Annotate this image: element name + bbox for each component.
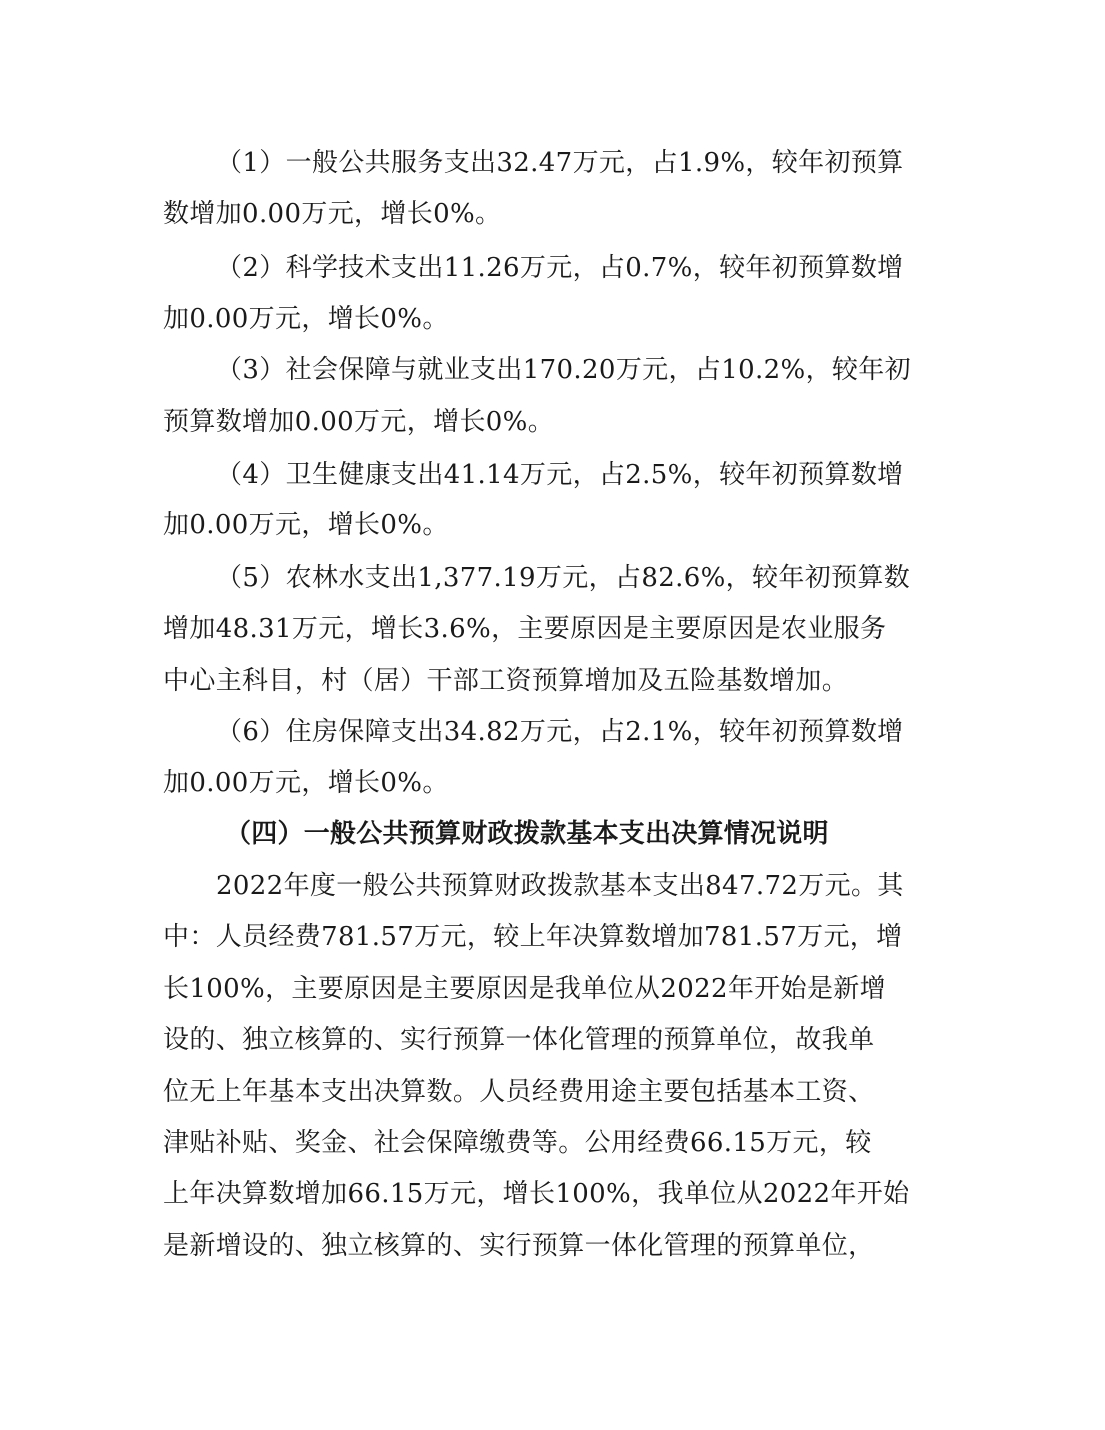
item-6-line-1: （6）住房保障支出34.82万元，占2.1%，较年初预算数增: [216, 717, 904, 747]
item-3-line-2: 预算数增加0.00万元，增长0%。: [163, 407, 555, 437]
item-2-line-2: 加0.00万元，增长0%。: [163, 304, 449, 334]
paragraph-line-2: 中：人员经费781.57万元，较上年决算数增加781.57万元，增: [163, 922, 903, 952]
item-5-line-1: （5）农林水支出1,377.19万元，占82.6%，较年初预算数: [216, 563, 911, 593]
item-5-line-2: 增加48.31万元，增长3.6%，主要原因是主要原因是农业服务: [163, 614, 887, 644]
item-4-line-1: （4）卫生健康支出41.14万元，占2.5%，较年初预算数增: [216, 460, 904, 490]
paragraph-line-4: 设的、独立核算的、实行预算一体化管理的预算单位，故我单: [163, 1025, 875, 1055]
section-heading: （四）一般公共预算财政拨款基本支出决算情况说明: [225, 819, 829, 849]
paragraph-line-5: 位无上年基本支出决算数。人员经费用途主要包括基本工资、: [163, 1077, 875, 1107]
paragraph-line-1: 2022年度一般公共预算财政拨款基本支出847.72万元。其: [216, 871, 904, 901]
item-1-line-1: （1）一般公共服务支出32.47万元，占1.9%，较年初预算: [216, 148, 904, 178]
item-5-line-3: 中心主科目，村（居）干部工资预算增加及五险基数增加。: [163, 666, 849, 696]
item-4-line-2: 加0.00万元，增长0%。: [163, 510, 449, 540]
item-3-line-1: （3）社会保障与就业支出170.20万元，占10.2%，较年初: [216, 355, 911, 385]
item-6-line-2: 加0.00万元，增长0%。: [163, 768, 449, 798]
paragraph-line-6: 津贴补贴、奖金、社会保障缴费等。公用经费66.15万元，较: [163, 1128, 872, 1158]
paragraph-line-7: 上年决算数增加66.15万元，增长100%，我单位从2022年开始: [163, 1179, 910, 1209]
paragraph-line-8: 是新增设的、独立核算的、实行预算一体化管理的预算单位，: [163, 1231, 875, 1261]
item-1-line-2: 数增加0.00万元，增长0%。: [163, 199, 502, 229]
paragraph-line-3: 长100%，主要原因是主要原因是我单位从2022年开始是新增: [163, 974, 886, 1004]
item-2-line-1: （2）科学技术支出11.26万元，占0.7%，较年初预算数增: [216, 253, 904, 283]
